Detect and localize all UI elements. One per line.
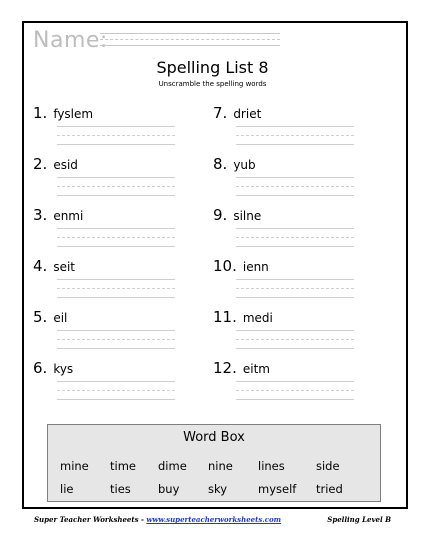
item-number: 4.: [33, 257, 48, 275]
word-box-word: time: [110, 459, 136, 473]
scrambled-word: silne: [233, 209, 262, 223]
scrambled-word: ienn: [242, 260, 269, 274]
item-number: 3.: [33, 206, 48, 224]
list-item: [213, 308, 273, 326]
footer-credit: [34, 515, 281, 524]
word-box-word: nine: [208, 459, 233, 473]
list-item: [33, 308, 67, 326]
word-box-word: sky: [208, 482, 228, 496]
list-item: [33, 155, 78, 173]
answer-lines[interactable]: [236, 126, 354, 153]
answer-lines[interactable]: [57, 381, 175, 408]
scrambled-word: kys: [53, 362, 74, 376]
item-number: 7.: [213, 104, 228, 122]
answer-lines[interactable]: [57, 279, 175, 306]
word-box: [47, 424, 381, 502]
item-number: 12.: [213, 359, 237, 377]
answer-lines[interactable]: [236, 177, 354, 204]
scrambled-word: eitm: [242, 362, 270, 376]
page-title: Spelling List 8: [156, 58, 269, 77]
word-box-word: myself: [258, 482, 297, 496]
footer-credit-text: Super Teacher Worksheets -: [34, 515, 147, 524]
list-item: [213, 155, 256, 173]
answer-lines[interactable]: [57, 126, 175, 153]
scrambled-word: medi: [242, 311, 273, 325]
scrambled-word: eil: [53, 311, 68, 325]
page-subtitle: Unscramble the spelling words: [158, 80, 267, 88]
name-writing-lines[interactable]: [100, 33, 280, 51]
list-item: [33, 104, 93, 122]
item-number: 1.: [33, 104, 48, 122]
word-box-title: Word Box: [183, 430, 245, 445]
answer-lines[interactable]: [57, 228, 175, 255]
word-box-word: mine: [60, 459, 89, 473]
scrambled-word: driet: [233, 107, 262, 121]
answer-lines[interactable]: [236, 330, 354, 357]
answer-lines[interactable]: [236, 381, 354, 408]
list-item: [33, 206, 83, 224]
name-label: Name:: [33, 28, 108, 53]
item-number: 6.: [33, 359, 48, 377]
list-item: [33, 359, 73, 377]
item-number: 11.: [213, 308, 237, 326]
scrambled-word: esid: [53, 158, 78, 172]
answer-lines[interactable]: [236, 228, 354, 255]
list-item: [213, 359, 270, 377]
word-box-word: lines: [258, 459, 285, 473]
word-box-word: dime: [158, 459, 187, 473]
word-box-word: side: [316, 459, 340, 473]
scrambled-word: enmi: [53, 209, 84, 223]
scrambled-word: seit: [53, 260, 75, 274]
list-item: [213, 206, 261, 224]
answer-lines[interactable]: [236, 279, 354, 306]
scrambled-word: yub: [233, 158, 256, 172]
word-box-word: ties: [110, 482, 131, 496]
list-item: [33, 257, 75, 275]
item-number: 2.: [33, 155, 48, 173]
answer-lines[interactable]: [57, 177, 175, 204]
scrambled-word: fyslem: [53, 107, 94, 121]
answer-lines[interactable]: [57, 330, 175, 357]
list-item: [213, 257, 269, 275]
item-number: 10.: [213, 257, 237, 275]
word-box-word: lie: [60, 482, 74, 496]
list-item: [213, 104, 261, 122]
item-number: 8.: [213, 155, 228, 173]
footer-level: Spelling Level B: [327, 515, 391, 524]
word-box-word: buy: [158, 482, 180, 496]
word-box-word: tried: [316, 482, 343, 496]
item-number: 9.: [213, 206, 228, 224]
footer-website-link[interactable]: www.superteacherworksheets.com: [146, 515, 282, 524]
item-number: 5.: [33, 308, 48, 326]
